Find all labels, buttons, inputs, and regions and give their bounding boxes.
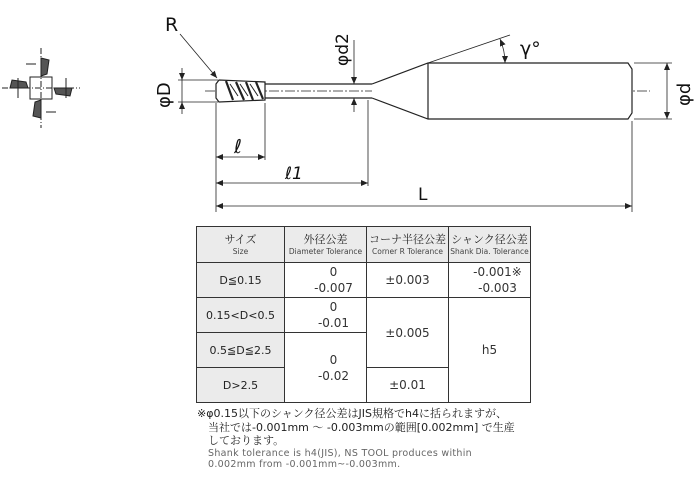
corner-tol-cell: ±0.005 (367, 298, 449, 368)
footnote-jp (197, 407, 577, 448)
table-row (197, 263, 531, 298)
size-cell: 0.15<D<0.5 (197, 298, 285, 333)
footnote-jp-line: 当社では-0.001mm ～ -0.003mmの範囲[0.002mm] で生産 (208, 420, 515, 434)
end-view-icon (2, 48, 80, 128)
tolerance-table (196, 226, 531, 403)
end-mill-side-view (205, 63, 650, 119)
label-phid: φd (674, 82, 695, 106)
label-l1: ℓ1 (285, 164, 303, 184)
header-shank: シャンク径公差 Shank Dia. Tolerance (449, 227, 531, 263)
label-l: ℓ (234, 136, 242, 158)
header-diameter: 外径公差 Diameter Tolerance (285, 227, 367, 263)
label-phid2: φd2 (333, 33, 353, 66)
label-R: R (165, 14, 179, 36)
footnote-jp-line: ※φ0.15以下のシャンク径公差はJIS規格でh4に括られますが、 (197, 407, 507, 420)
footnote-jp-line: しております。 (208, 434, 285, 447)
header-size: サイズ Size (197, 227, 285, 263)
table-header-row (197, 227, 531, 263)
corner-tol-cell: ±0.01 (367, 368, 449, 403)
corner-tol-cell: ±0.003 (367, 263, 449, 298)
footnote-en-line: 0.002mm from -0.001mm~-0.003mm. (208, 458, 401, 470)
label-L: L (418, 185, 428, 205)
label-gamma: γ° (520, 38, 541, 60)
header-corner: コーナ半径公差 Corner R Tolerance (367, 227, 449, 263)
size-cell: D>2.5 (197, 368, 285, 403)
shank-tol-cell: h5 (449, 298, 531, 403)
size-cell: 0.5≦D≦2.5 (197, 333, 285, 368)
footnote (197, 407, 577, 470)
shank-tol-cell: -0.001※ -0.003 (449, 263, 531, 298)
diameter-tol-cell: 0 -0.007 (285, 263, 367, 298)
end-mill-drawing (0, 0, 700, 215)
size-cell: D≦0.15 (197, 263, 285, 298)
diameter-tol-cell: 0 -0.01 (285, 298, 367, 333)
footnote-en-line: Shank tolerance is h4(JIS), NS TOOL produces within (208, 447, 473, 459)
diameter-tol-cell: 0 -0.02 (285, 333, 367, 403)
footnote-en (197, 448, 577, 470)
label-phiD: φD (154, 82, 175, 108)
table-row (197, 298, 531, 333)
